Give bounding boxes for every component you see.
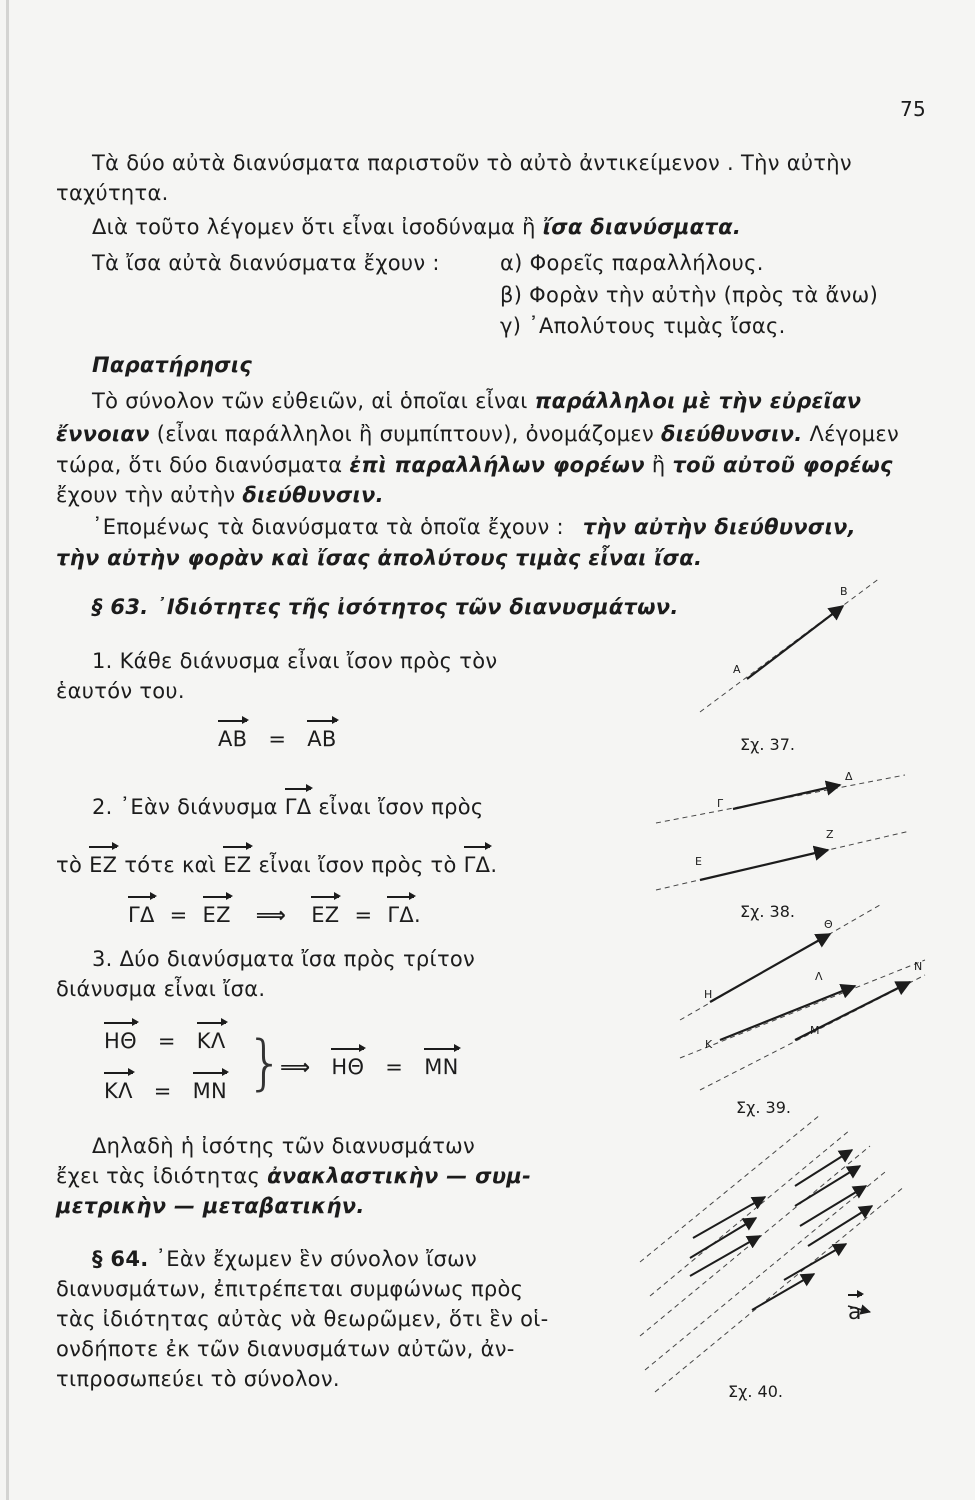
vector-gd-arrow xyxy=(733,785,840,809)
remark-line-3-bold-2: τοῦ αὐτοῦ φορέως xyxy=(672,453,893,477)
remark-line-2-text: (εἶναι παράλληλοι ἢ συμπίπτουν), ὀνομάζομεν xyxy=(156,422,654,446)
section-64-line-5: τιπροσωπεύει τὸ σύνολον. xyxy=(56,1367,340,1391)
summary-line-2-bold: ἀνακλαστικὴν — συμ- xyxy=(267,1164,532,1188)
point-g-label: Γ xyxy=(717,797,724,810)
equal-vector-arrow xyxy=(690,1236,760,1276)
remark-line-4-bold: διεύθυνσιν. xyxy=(242,483,384,507)
direction-term: διεύθυνσιν. xyxy=(660,422,803,446)
property-1-line-2: ἑαυτόν του. xyxy=(56,679,185,703)
vector-ab-arrow xyxy=(747,606,843,679)
vector-kl-arrow xyxy=(720,986,855,1040)
property-1-line-1: 1. Κάθε διάνυσμα εἶναι ἴσον πρὸς τὸν xyxy=(92,649,498,673)
vector-gd: ΓΔ xyxy=(464,850,491,878)
remark-line-2-bold: ἔννοιαν xyxy=(56,422,150,446)
remark-line-3-text: τώρα, ὅτι δύο διανύσματα xyxy=(56,453,343,477)
vector-ez: ΕΖ xyxy=(223,850,251,878)
vector-ez: ΕΖ xyxy=(311,900,339,928)
vector-gd: ΓΔ xyxy=(285,792,312,820)
figure-39-caption: Σχ. 39. xyxy=(736,1098,791,1117)
vector-kl: ΚΛ xyxy=(104,1076,133,1104)
vector-mn: ΜΝ xyxy=(424,1052,458,1080)
property-a: α) Φορεῖς παραλλήλους. xyxy=(500,251,764,275)
carrier-line xyxy=(645,1172,885,1370)
curly-brace: } xyxy=(246,1028,285,1098)
carrier-line xyxy=(655,1186,905,1392)
vector-mn: ΜΝ xyxy=(193,1076,227,1104)
property-3-line-1: 3. Δύο διανύσματα ἴσα πρὸς τρίτον xyxy=(92,947,476,971)
point-d-label: Δ xyxy=(845,770,853,783)
property-2-line-2-d: . xyxy=(490,853,498,877)
implies-arrow: ⟹ xyxy=(280,1055,311,1079)
remark-line-4-text: ἔχουν τὴν αὐτὴν xyxy=(56,483,236,507)
equal-vector-arrow xyxy=(808,1206,872,1246)
section-64-line-3: τὰς ἰδιότητας αὐτὰς νὰ θεωρῶμεν, ὅτι ἓν οἱ- xyxy=(56,1307,549,1331)
remark-line-5-text: ᾿Επομένως τὰ διανύσματα τὰ ὁποῖα ἔχουν : xyxy=(92,515,564,539)
remark-line-3-text-2: ἢ xyxy=(651,453,666,477)
carrier-line xyxy=(640,1115,820,1262)
figure-40-caption: Σχ. 40. xyxy=(728,1382,783,1401)
period: . xyxy=(414,903,421,927)
page-number: 75 xyxy=(900,97,927,121)
intro-line-1: Τὰ δύο αὐτὰ διανύσματα παριστοῦν τὸ αὐτὸ ἀντικείμενον . Τὴν αὐτὴν xyxy=(92,151,852,175)
vector-ez: ΕΖ xyxy=(89,850,117,878)
figure-40 xyxy=(640,1115,905,1392)
vector-a-label xyxy=(848,1298,862,1326)
vector-a: a xyxy=(848,1300,862,1325)
vector-ab: ΑΒ xyxy=(218,724,247,752)
point-z-label: Ζ xyxy=(826,828,834,841)
equals-sign: = xyxy=(157,1029,176,1053)
summary-line-1: Δηλαδὴ ἡ ἰσότης τῶν διανυσμάτων xyxy=(92,1134,476,1158)
vector-ht-arrow xyxy=(710,934,830,1002)
figure-37 xyxy=(700,578,880,712)
figure-38-caption: Σχ. 38. xyxy=(740,902,795,921)
summary-line-2-text: ἔχει τὰς ἰδιότητας xyxy=(56,1164,261,1188)
remark-line-1-bold: παράλληλοι μὲ τὴν εὐρεῖαν xyxy=(534,389,862,413)
section-64-number: § 64. xyxy=(92,1247,149,1271)
section-64-line-1-text: ᾿Εὰν ἔχωμεν ἓν σύνολον ἴσων xyxy=(155,1247,478,1271)
intro-line-2: ταχύτητα. xyxy=(56,181,169,205)
vector-ht: ΗΘ xyxy=(104,1026,137,1054)
vector-ez: ΕΖ xyxy=(203,900,231,928)
property-2-text-2: εἶναι ἴσον πρὸς xyxy=(318,795,484,819)
point-t-label: Θ xyxy=(824,918,833,931)
equals-sign: = xyxy=(153,1079,172,1103)
intro-line-3-text: Διὰ τοῦτο λέγομεν ὅτι εἶναι ἰσοδύναμα ἢ xyxy=(92,215,536,239)
property-2-line-2-a: τὸ xyxy=(56,853,83,877)
vector-ab: ΑΒ xyxy=(307,724,336,752)
section-64-line-4: ονδήποτε ἐκ τῶν διανυσμάτων αὐτῶν, ἀν- xyxy=(56,1337,515,1361)
equal-vectors-term: ἴσα διανύσματα. xyxy=(542,215,742,239)
equals-sign: = xyxy=(268,727,287,751)
point-e-label: Ε xyxy=(695,855,702,868)
equal-vector-arrow xyxy=(752,1274,814,1310)
vector-ht: ΗΘ xyxy=(331,1052,364,1080)
remark-line-2-text-2: Λέγομεν xyxy=(809,422,900,446)
point-l-label: Λ xyxy=(815,970,823,983)
carrier-line xyxy=(680,960,925,1058)
equal-vector-arrow xyxy=(795,1166,860,1206)
remark-heading: Παρατήρησις xyxy=(92,353,253,377)
remark-line-1-text: Τὸ σύνολον τῶν εὐθειῶν, αἱ ὁποῖαι εἶναι xyxy=(92,389,528,413)
equals-sign: = xyxy=(169,903,188,927)
remark-line-5-bold: τὴν αὐτὴν διεύθυνσιν, xyxy=(582,515,856,539)
property-2-text: 2. ᾿Εὰν διάνυσμα xyxy=(92,795,278,819)
vector-gd: ΓΔ xyxy=(128,900,155,928)
intro-line-4: Τὰ ἴσα αὐτὰ διανύσματα ἔχουν : xyxy=(92,251,440,275)
property-b: β) Φορὰν τὴν αὐτὴν (πρὸς τὰ ἄνω) xyxy=(500,283,879,307)
point-k-label: Κ xyxy=(705,1038,713,1051)
figure-38 xyxy=(656,775,910,890)
vector-gd: ΓΔ xyxy=(387,900,414,928)
property-2-line-2-c: εἶναι ἴσον πρὸς τὸ xyxy=(258,853,457,877)
property-2-line-2-b: τότε καὶ xyxy=(124,853,217,877)
point-a-label: Α xyxy=(733,663,741,676)
summary-line-3: μετρικὴν — μεταβατικήν. xyxy=(56,1194,365,1218)
section-63-heading: § 63. ᾿Ιδιότητες τῆς ἰσότητος τῶν διανυσμάτων. xyxy=(92,595,679,619)
point-h-label: Η xyxy=(704,988,713,1001)
property-c: γ) ᾿Απολύτους τιμὰς ἴσας. xyxy=(500,314,786,338)
equal-vector-arrow xyxy=(784,1244,846,1280)
vector-kl: ΚΛ xyxy=(197,1026,226,1054)
equals-sign: = xyxy=(354,903,373,927)
implies-arrow: ⟹ xyxy=(255,903,287,927)
equal-vector-arrow xyxy=(690,1218,756,1258)
equal-vector-arrow xyxy=(693,1197,765,1238)
figure-39 xyxy=(680,905,925,1090)
equals-sign: = xyxy=(385,1055,404,1079)
figure-37-caption: Σχ. 37. xyxy=(740,735,795,754)
point-b-label: Β xyxy=(840,585,848,598)
property-3-line-2: διάνυσμα εἶναι ἴσα. xyxy=(56,977,266,1001)
remark-line-3-bold: ἐπὶ παραλλήλων φορέων xyxy=(349,453,645,477)
remark-line-6: τὴν αὐτὴν φορὰν καὶ ἴσας ἀπολύτους τιμὰς εἶναι ἴσα. xyxy=(56,546,703,570)
point-m-label: Μ xyxy=(810,1024,820,1037)
equal-vector-arrow xyxy=(800,1186,866,1226)
section-64-line-2: διανυσμάτων, ἐπιτρέπεται συμφώνως πρὸς xyxy=(56,1277,524,1301)
vector-ez-arrow xyxy=(700,850,828,880)
point-n-label: Ν xyxy=(914,960,923,973)
